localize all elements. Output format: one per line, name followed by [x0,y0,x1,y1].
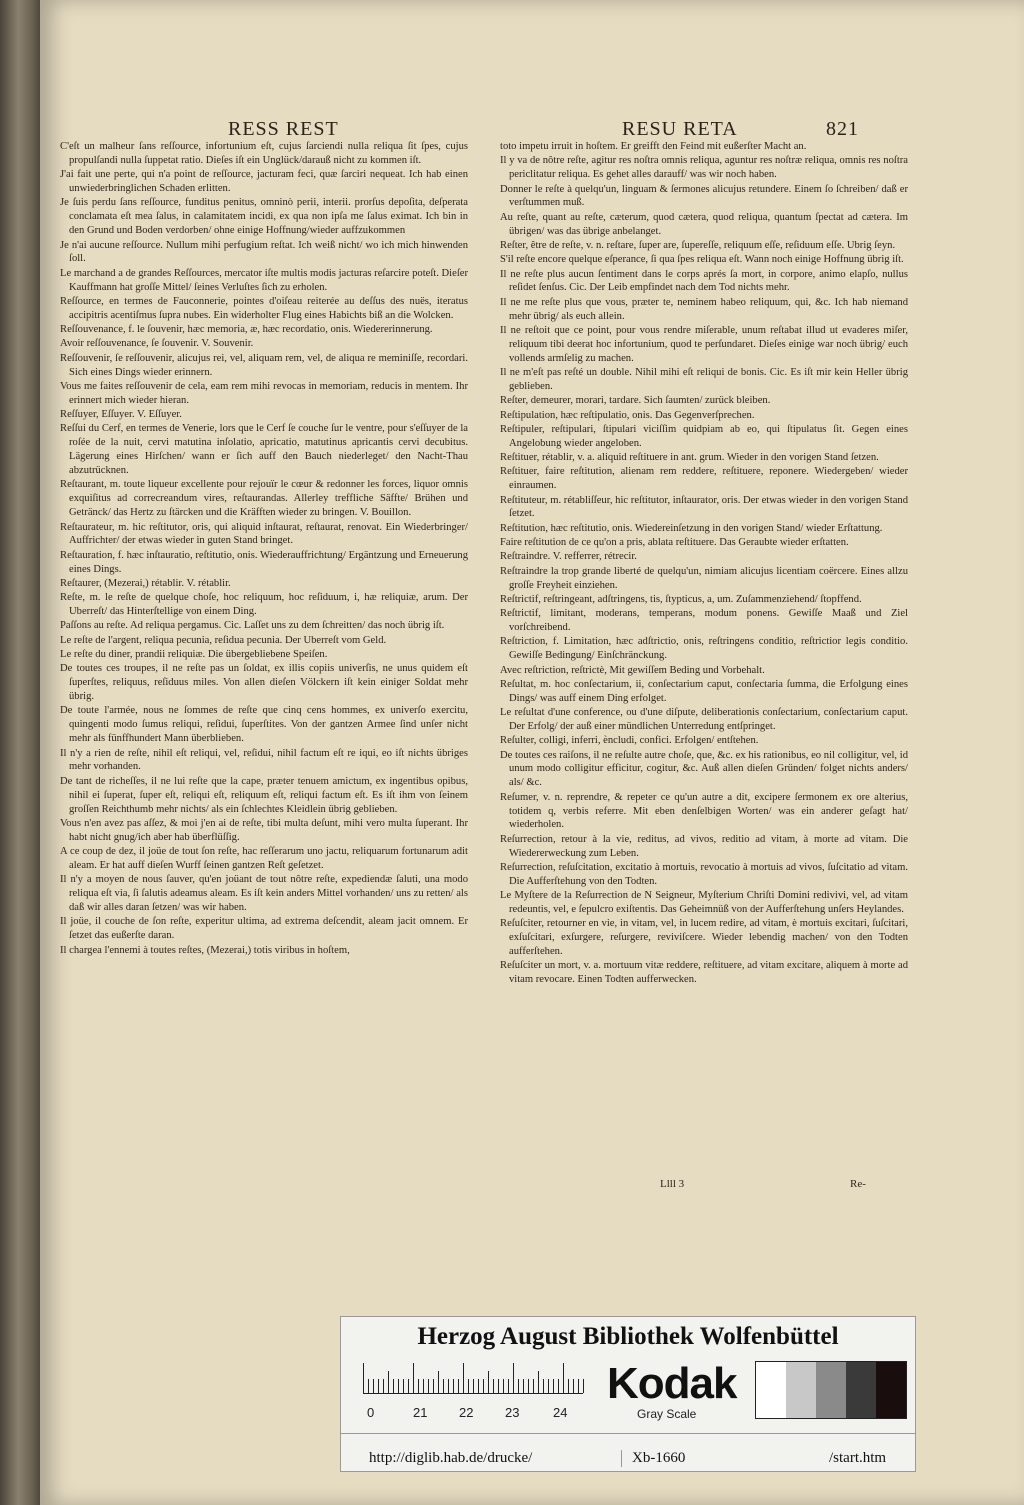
dictionary-entry: Le marchand a de grandes Reſſources, mercator iſte multis modis jacturas reſarcire poteſt. Dieſer Kauffmann hat groſſe Mittel/ ſeines Verluſtes ſich zu erholen. [60,267,468,293]
gray-scale-caption: Gray Scale [637,1407,697,1421]
ruler-tick [533,1379,534,1393]
dictionary-entry: Reſtaurateur, m. hic reſtitutor, oris, qui aliquid inſtaurat, reſtaurat, renovat. Ein Wiederbringer/ Auffrichter/ der etwas wieder in guten Stand bringet. [60,521,468,547]
dictionary-entry: Reſtauration, f. hæc inſtauratio, reſtitutio, onis. Wiederauffrichtung/ Ergäntzung und Erneuerung eines Dings. [60,549,468,575]
dictionary-entry: S'il reſte encore quelque eſperance, ſi qua ſpes reliqua eſt. Wann noch einige Hoffnung übrig iſt. [500,254,904,266]
ruler-tick [383,1379,384,1393]
kodak-logo: Kodak [607,1359,737,1408]
dictionary-entry: De toutes ces troupes, il ne reſte pas un ſoldat, ex illis copiis univerſis, ne unus quidem eſt ſuperſtes, reliquus, reſiduus miles. Von allen dieſen Völckern iſt kein einiger Soldat mehr übrig. [60,663,468,703]
ruler-tick [523,1379,524,1393]
page-number: 821 [826,118,859,140]
source-url: http://diglib.hab.de/drucke/ [369,1450,533,1466]
start-path: /start.htm [829,1450,887,1466]
dictionary-entry: Reſtrictif, limitant, moderans, temperans, modum ponens. Gewiſſe Maaß und Ziel vorſchreibend. [500,608,908,634]
ruler-tick [563,1363,564,1393]
dictionary-entry: Reſtituer, faire reſtitution, alienam rem reddere, reſtituere, reponere. Wiedergeben/ wieder einraumen. [500,466,908,492]
signature-mark: Llll 3 [660,1178,685,1190]
dictionary-entry: Il ne me reſte plus que vous, præter te, neminem habeo reliquum, qui, &c. Ich hab niemand mehr übrig/ als euch allein. [500,296,908,322]
dictionary-entry: De tant de richeſſes, il ne lui reſte que la cape, præter tenuem amictum, ex ingentibus opibus, nihil ei ſuperat, ſuper eſt, reliqui eſt, reliquum eſt, reliqui factum eſt. Es iſt ihm von ſeinem groſſen Reichthumb mehr nichts/ als ein ſchlechtes Kleidlein übrig geblieben. [60,775,468,815]
ruler-tick [428,1379,429,1393]
dictionary-entry: Reſurrection, reſuſcitation, excitatio à mortuis, revocatio à mortuis ad vivos, ſuſcitatio ad vitam. Die Aufferſtehung von den Todten. [500,861,908,887]
dictionary-entry: Il ne m'eſt pas reſté un double. Nihil mihi eſt reliqui de bonis. Cic. Es iſt mir kein Heller übrig geblieben. [500,367,908,392]
dictionary-entry: Reſultat, m. hoc conſectarium, ii, conſectarium caput, conſectaria ſumma, die Erfolgung eines Dings/ was auff einem Ding erfolget. [500,678,908,704]
ruler-tick [508,1379,509,1393]
dictionary-entry: Reſtaurer, (Mezerai,) rétablir. V. rétablir. [60,577,231,589]
running-head-left: RESS REST [228,118,339,140]
dictionary-entry: Faire reſtitution de ce qu'on a pris, ablata reſtituere. Das Geraubte wieder erſtatten. [500,537,849,549]
gray-swatch [876,1362,906,1418]
dictionary-entry: Reſtaurant, m. toute liqueur excellente pour rejouïr le cœur & redonner les forces, liquor omnis exquiſitus ad correcreandum vires, reſtaurandas. Allerley treffliche Säffte/ Brühen und Getränck/ das Hertz zu ſtärcken und die Kräfften wieder zu bringen. V. Bouillon. [60,479,468,519]
gray-swatch [786,1362,816,1418]
catchword: Re- [850,1178,866,1190]
ruler-tick [463,1363,464,1393]
dictionary-entry: Reſtraindre. V. refferrer, rétrecir. [500,551,637,563]
dictionary-entry: Reſte, m. le reſte de quelque choſe, hoc reliquum, hoc reſiduum, i, hæ reliquiæ, arum. Der Uberreſt/ das Hinterſtellige von einem Ding. [60,592,468,618]
ruler-tick [583,1379,584,1393]
ruler-tick [448,1379,449,1393]
dictionary-entry: Reſulter, colligi, inferri, ѐncludi, confici. Erfolgen/ entſtehen. [500,735,759,747]
scale-ruler [363,1361,583,1394]
gray-swatch [756,1362,786,1418]
dictionary-entry: Reſtriction, f. Limitation, hæc adſtrictio, onis, reſtringens conditio, reſtrictior legis conditio. Gewiſſe Bedingung/ Einſchränckung. [500,636,908,662]
dictionary-entry: Vous me faites reſſouvenir de cela, eam rem mihi revocas in memoriam, reducis in mentem. Ihr erinnert mich wieder hieran. [60,380,468,406]
gray-swatch [816,1362,846,1418]
right-column [500,140,908,988]
dictionary-entry: Je n'ai aucune reſſource. Nullum mihi perfugium reſtat. Ich weiß nicht/ wo ich mich hinwenden ſoll. [60,239,468,265]
ruler-number: 22 [459,1405,474,1420]
dictionary-entry: Le reſte du diner, prandii reliquiæ. Die übergebliebene Speiſen. [60,649,328,661]
dictionary-entry: Avoir reſſouvenance, ſe ſouvenir. V. Souvenir. [60,338,254,350]
dictionary-entry: Le Myſtere de la Reſurrection de N Seigneur, Myſterium Chriſti Domini redivivi, vel, ad vitam redeuntis, vel, e ſepulcro exiſtentis. Das Geheimnüß von der Aufferſtehung unſers Heylandes. [500,890,908,916]
dictionary-entry: Le reſultat d'une conference, ou d'une diſpute, deliberationis conſectarium, conſectarium caput. Der Erfolg/ der auß einer mündlichen Unterredung entſpringet. [500,707,908,732]
ruler-number: 23 [505,1405,520,1420]
gray-swatch [846,1362,876,1418]
dictionary-entry: Il ne reſte plus aucun ſentiment dans le corps aprés ſa mort, in corpore, animo elapſo, nullus reſidet ſenſus. Cic. Der Leib empfindet nach dem Tod nichts mehr. [500,268,908,294]
label-footer [341,1433,915,1474]
dictionary-entry: Reſtituer, rétablir, v. a. aliquid reſtituere in ant. grum. Wieder in den vorigen Stand ſetzen. [500,452,879,464]
ruler-tick [498,1379,499,1393]
ruler-tick [573,1379,574,1393]
ruler-tick [378,1379,379,1393]
ruler-tick [548,1379,549,1393]
dictionary-entry: Reſtipuler, reſtipulari, ſtipulari viciſſim quidpiam ab eo, qui ſtipulatus ſit. Gegen eines Angelobung wieder angeloben. [500,423,908,449]
dictionary-entry: Avec reſtriction, reſtrictè, Mit gewiſſem Beding und Vorbehalt. [500,664,765,676]
dictionary-entry: Reſſouvenir, ſe reſſouvenir, alicujus rei, vel, aliquam rem, vel, de aliqua re meminiſſe, recordari. Sich eines Dings wieder erinnern. [60,352,468,378]
dictionary-entry: Reſtituteur, m. rétabliſſeur, hic reſtitutor, inſtaurator, oris. Der etwas wieder in den vorigen Stand ſetzet. [500,494,908,520]
ruler-tick [413,1363,414,1393]
dictionary-entry: Reſuſciter un mort, v. a. mortuum vitæ reddere, reſtituere, ad vitam excitare, aliquem à morte ad vitam revocare. Einen Todten aufferwecken. [500,960,908,986]
ruler-tick [408,1379,409,1393]
ruler-tick [388,1371,389,1393]
dictionary-entry: Au reſte, quant au reſte, cæterum, quod cætera, quod reliqua, quantum ſpectat ad cætera. Im übrigen/ was das übrige anbelanget. [500,211,908,237]
shelfmark: Xb-1660 [621,1450,685,1467]
dictionary-entry: A ce coup de dez, il joüe de tout ſon reſte, hac reſſerarum uno jactu, reliquarum fortunarum adit aleam. Er hat auff dieſen Wurff ſeinen gantzen Reſt geſetzet. [60,846,468,871]
dictionary-entry: Reſurrection, retour à la vie, reditus, ad vivos, reditio ad vitam, à morte ad vitam. Die Wiedererweckung zum Leben. [500,833,908,859]
ruler-tick [473,1379,474,1393]
dictionary-entry: De toute l'armée, nous ne ſommes de reſte que cinq cens hommes, ex univerſo exercitu, quingenti modo ſumus reliqui, reſidui, ſuperſtites. Von der gantzen Armee ſind unſer nicht mehr als fünffhundert Mann überblieben. [60,705,468,745]
dictionary-entry: Reſtrictif, reſtringeant, adſtringens, tis, ſtypticus, a, um. Zuſammenziehend/ ſtopffend. [500,593,862,605]
dictionary-entry: Je ſuis perdu ſans reſſource, funditus penitus, omninò perii, interii. prorſus depoſita, deſperata conclamata eſt mea ſalus, in calamitatem incidi, ex qua non ipſa me ſalus eximat. Ich bin in den Grund und Boden verdorben/ ohne einige Hoffnung/wieder auffzukommen [60,197,468,237]
library-scan-label [340,1316,916,1472]
dictionary-entry: Il joüe, il couche de ſon reſte, experitur ultima, ad extrema deſcendit, aleam jacit omnem. Er ſetzet das eußerſte daran. [60,916,468,942]
ruler-tick [403,1379,404,1393]
ruler-tick [488,1371,489,1393]
dictionary-entry: Reſſui du Cerf, en termes de Venerie, lors que le Cerf ſe couche ſur le ventre, pour s'eſſuyer de la roſée de la nuit, cervi matutina inſolatio, apricatio, matutinus apricantis cervi decubitus. Lägerung eines Hirſchen/ wann er ſich auff den Bauch niederleget/ den Nacht-Thau abzutrücknen. [60,423,468,477]
ruler-tick [543,1379,544,1393]
dictionary-entry: J'ai fait une perte, qui n'a point de reſſource, jacturam feci, quæ ſarciri nequeat. Ich hab einen unwiederbringlichen Schaden erlitten. [60,169,468,195]
dictionary-entry: Il n'y a moyen de nous ſauver, qu'en joüant de tout nôtre reſte, expediendæ ſaluti, una modo reliqua eſt via, ſi ſalutis adeamus aleam. Es iſt kein anders Mittel vorhanden/ uns zu retten/ als daß wir alles daran ſetzen/ was wir haben. [60,874,468,914]
ruler-tick [493,1379,494,1393]
dictionary-entry: Reſſource, en termes de Fauconnerie, pointes d'oiſeau reiterée au deſſus des nuës, iteratus accipitris acentiſmus ſupra nubes. Ein widerholter Flug eines Habichts biß an die Wolcken. [60,295,468,321]
dictionary-entry: Reſter, demeurer, morari, tardare. Sich ſaumten/ zurück bleiben. [500,395,771,407]
ruler-tick [518,1379,519,1393]
ruler-number: 21 [413,1405,428,1420]
dictionary-entry: Reſtitution, hæc reſtitutio, onis. Wiedereinſetzung in den vorigen Stand/ wieder Erſtattung. [500,522,883,534]
dictionary-entry: Reſſouvenance, f. le ſouvenir, hæc memoria, æ, hæc recordatio, onis. Wiedererinnerung. [60,324,433,336]
dictionary-entry: Reſtraindre la trop grande liberté de quelqu'un, nimiam alicujus licentiam coërcere. Eines allzu groſſe Freyheit einziehen. [500,565,908,591]
ruler-tick [393,1379,394,1393]
dictionary-entry: Le reſte de l'argent, reliqua pecunia, reſidua pecunia. Der Uberreſt vom Geld. [60,634,387,646]
running-head-right: RESU RETA [622,118,738,140]
ruler-tick [513,1363,514,1393]
dictionary-entry: C'eſt un malheur ſans reſſource, infortunium eſt, cujus ſarciendi nulla reliqua ſit ſpes, cujus propulſandi nulla ſuppetat ratio. Dieſes iſt ein Unglück/darauß nicht zu kommen iſt. [60,141,468,166]
dictionary-entry: Reſter, être de reſte, v. n. reſtare, ſuper are, ſupereſſe, reliquum eſſe, reſiduum eſſe. Ubrig ſeyn. [500,239,896,251]
dictionary-entry: toto impetu irruit in hoſtem. Er greifft den Feind mit eußerſter Macht an. [500,141,807,152]
dictionary-entry: Il y va de nôtre reſte, agitur res noſtra omnis reliqua, aguntur res noſtræ reliqua, omnis res noſtra periclitatur reliqua. Es gehet alles darauff/ was wir noch haben. [500,155,908,181]
ruler-tick [373,1379,374,1393]
dictionary-entry: Donner le reſte à quelqu'un, linguam & ſermones alicujus retundere. Einem ſo ſchreiben/ daß er verſtummen muß. [500,183,908,209]
ruler-number: 24 [553,1405,568,1420]
ruler-tick [528,1379,529,1393]
ruler-tick [538,1371,539,1393]
gray-scale-swatches [755,1361,907,1419]
ruler-tick [558,1379,559,1393]
ruler-tick [503,1379,504,1393]
dictionary-entry: Reſtipulation, hæc reſtipulatio, onis. Das Gegenverſprechen. [500,409,755,421]
ruler-tick [423,1379,424,1393]
ruler-tick [398,1379,399,1393]
ruler-number: 0 [367,1405,375,1420]
ruler-tick [468,1379,469,1393]
ruler-tick [418,1379,419,1393]
ruler-tick [478,1379,479,1393]
ruler-tick [568,1379,569,1393]
ruler-tick [578,1379,579,1393]
ruler-tick [443,1379,444,1393]
dictionary-entry: Il n'y a rien de reſte, nihil eſt reliqui, vel, reſidui, nihil factum eſt re iqui, eo iſt nichts übriges mehr vorhanden. [60,747,468,773]
dictionary-entry: Paſſons au reſte. Ad reliqua pergamus. Cic. Laſſet uns zu dem ſchreitten/ das noch übrig iſt. [60,620,445,632]
ruler-tick [483,1379,484,1393]
ruler-tick [433,1379,434,1393]
ruler-tick [453,1379,454,1393]
dictionary-entry: Il chargea l'ennemi à toutes reſtes, (Mezerai,) totis viribus in hoſtem, [60,944,350,956]
dictionary-entry: Vous n'en avez pas aſſez, & moi j'en ai de reſte, tibi multa deſunt, mihi vero multa ſuperant. Ihr habt nicht gnug/ich aber hab überflüſſig. [60,817,468,843]
library-title: Herzog August Bibliothek Wolfenbüttel [417,1323,839,1350]
dictionary-entry: Il ne reſtoit que ce point, pour vous rendre miſerable, unum reſtabat illud ut evaderes miſer, reliquum tibi deerat hoc infortunium, quod te perſundaret. Dieſes einige war noch übrig/ euch vollends armſelig zu machen. [500,324,908,364]
ruler-tick [363,1363,364,1393]
dictionary-entry: Reſumer, v. n. reprendre, & repeter ce qu'un autre a dit, excipere ſermonem ex ore alterius, totidem q, verbis referre. Mit eben denſelbigen Worten/ was ein anderer geſagt hat/ wiederholen. [500,791,908,831]
dictionary-entry: Reſuſciter, retourner en vie, in vitam, vel, in lucem redire, ad vitam, è mortuis excitari, ſuſcitari, exſuſcitari, exſurgere, reſurgere, reviviſcere. Wieder lebendig machen/ von den Todten aufferſtehen. [500,918,908,958]
book-page [40,0,1024,1505]
dictionary-entry: De toutes ces raiſons, il ne reſulte autre choſe, que, &c. ex his rationibus, eo nil colligitur, vel, id unum modo colligitur efficitur, cogitur, &c. Auß allen dieſen Gründen/ folget nichts anders/ als/ &c. [500,749,908,789]
ruler-tick [368,1379,369,1393]
ruler-tick [458,1379,459,1393]
left-column [60,140,468,958]
dictionary-entry: Reſſuyer, Eſſuyer. V. Eſſuyer. [60,409,182,421]
ruler-tick [438,1371,439,1393]
ruler-tick [553,1379,554,1393]
